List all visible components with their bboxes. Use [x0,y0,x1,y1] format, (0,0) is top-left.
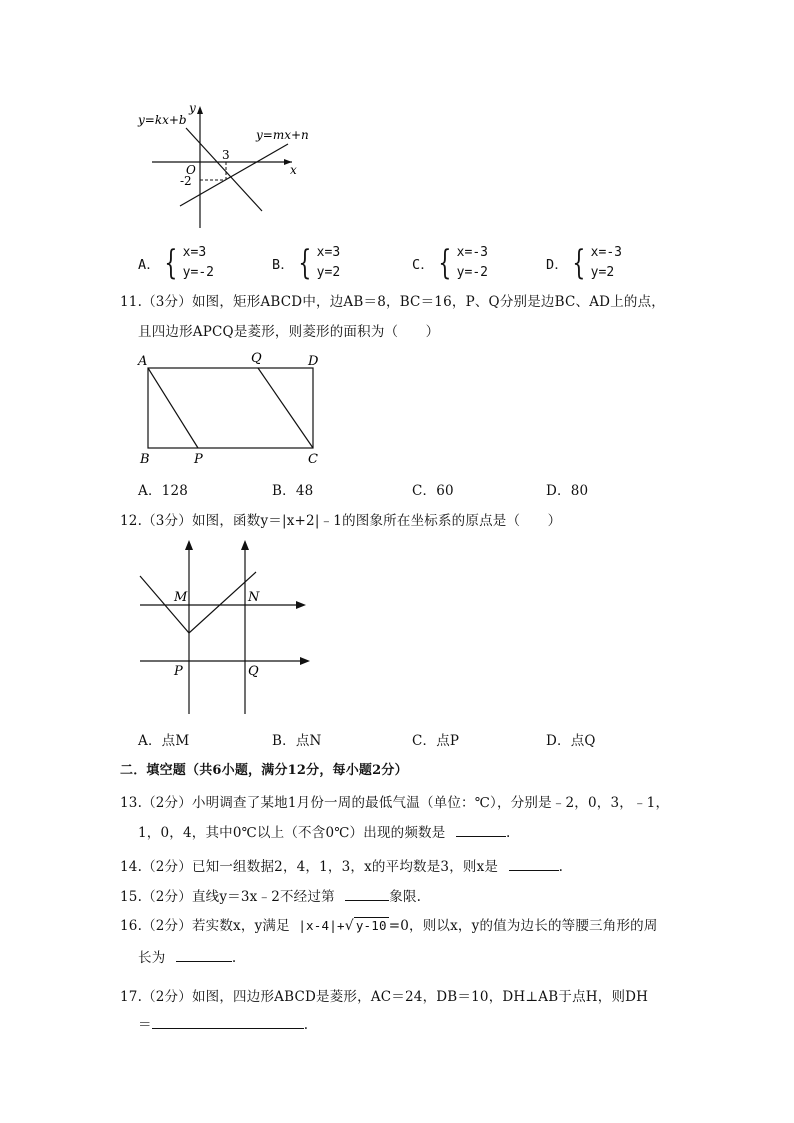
q11-stem-line1: 11.（3分）如图，矩形ABCD中，边AB＝8，BC＝16，P、Q分别是边BC、AD上的点， [120,294,665,310]
q15-pre: 15.（2分）直线y＝3x﹣2不经过第 [120,889,335,905]
label-neg2: -2 [180,174,192,188]
q16-line1 [120,914,658,934]
q16-plus: + [336,918,345,933]
label-b: B [140,452,150,467]
label-p: P [174,664,183,679]
brace: { [164,243,178,283]
q12-option-b[interactable]: B．点N [272,733,322,749]
right-axis-arrow [241,540,249,550]
q11-option-c[interactable]: C．60 [412,483,454,499]
brace: { [298,243,312,283]
q11-option-a[interactable]: A．128 [138,483,189,499]
lower-axis-arrow [300,657,310,665]
q12-stem: 12.（3分）如图，函数y＝|x+2|﹣1的图象所在坐标系的原点是（ ） [120,513,562,529]
line-kx-b [186,128,262,211]
eq2: y=-2 [456,265,488,280]
option-letter: B． [272,257,295,273]
q16-pre: 16.（2分）若实数x，y满足 [120,918,290,934]
q17-line2-pre: ＝ [138,1017,152,1033]
v-graph [140,572,256,633]
eq1: x=3 [316,245,341,260]
label-line1: y=kx+b [138,113,187,127]
q17-line1: 17.（2分）如图，四边形ABCD是菱形，AC＝24，DB＝10，DH⊥AB于点H，则DH [120,989,649,1005]
eq1: x=3 [182,245,207,260]
line-mx-n [180,144,288,206]
q11-figure [136,348,326,468]
q16-line2 [138,946,236,966]
q14-answer-blank[interactable] [509,856,559,871]
label-3: 3 [222,148,230,162]
option-letter: D． [546,257,569,273]
q13-answer-blank[interactable] [456,822,506,837]
eq1: x=-3 [456,245,488,260]
q11-stem-line2: 且四边形APCQ是菱形，则菱形的面积为（ ） [138,324,440,340]
q10-option-d[interactable] [546,243,622,283]
q16-sqrt-content: y-10 [355,918,387,933]
left-axis-arrow [185,540,193,550]
q12-figure [134,534,318,718]
q14-text: 14.（2分）已知一组数据2，4，1，3，x的平均数是3，则x是 [120,859,499,875]
q12-option-d[interactable]: D．点Q [546,733,596,749]
q13-line1: 13.（2分）小明调查了某地1月份一周的最低气温（单位：℃），分别是﹣2，0，3，﹣1， [120,795,670,811]
label-y: y [189,101,196,115]
q13-line2-text: 1，0，4，其中0℃以上（不含0℃）出现的频数是 [138,825,446,841]
q15-post: 象限. [389,889,422,905]
q16-answer-blank[interactable] [176,947,232,962]
q15-answer-blank[interactable] [345,886,389,901]
q17-answer-blank[interactable] [152,1014,304,1029]
q16-line2-text: 长为 [138,950,166,966]
q13-end: . [505,825,511,841]
label-n: N [248,590,260,605]
brace: { [438,243,452,283]
eq1: x=-3 [590,245,622,260]
label-line2: y=mx+n [256,128,309,142]
q11-option-d[interactable]: D．80 [546,483,589,499]
eq2: y=2 [316,265,341,280]
option-letter: C． [412,257,435,273]
q15-line [120,885,421,905]
q10-option-c[interactable] [412,243,488,283]
label-c: C [308,452,318,467]
label-q: Q [248,664,259,679]
eq2: y=-2 [182,265,214,280]
label-q: Q [251,351,262,366]
upper-axis-arrow [296,601,306,609]
segment-ap [148,368,198,448]
q17-end: . [303,1017,309,1033]
q14-end: . [558,859,564,875]
q10-option-a[interactable] [138,243,214,283]
segment-qc [258,368,313,448]
sqrt-icon: √ [344,918,354,934]
brace: { [572,243,586,283]
q16-post: =0，则以x，y的值为边长的等腰三角形的周 [388,918,658,934]
q14-line [120,855,563,875]
section2-title: 二．填空题（共6小题，满分12分，每小题2分） [120,763,408,778]
q11-option-b[interactable]: B．48 [272,483,314,499]
label-p: P [194,452,203,467]
q16-abs-expr: |x-4| [298,918,337,933]
option-letter: A． [138,257,161,273]
q12-option-a[interactable]: A．点M [138,733,190,749]
label-m: M [174,590,188,605]
label-x: x [290,163,297,177]
q16-end: . [231,950,237,966]
label-a: A [138,354,148,369]
q10-graph [130,98,320,238]
y-axis-arrow [197,106,203,114]
q13-line2 [138,821,510,841]
q10-option-b[interactable] [272,243,340,283]
label-d: D [308,354,319,369]
eq2: y=2 [590,265,615,280]
q17-line2 [138,1013,308,1033]
label-origin: O [186,163,196,177]
q12-option-c[interactable]: C．点P [412,733,460,749]
